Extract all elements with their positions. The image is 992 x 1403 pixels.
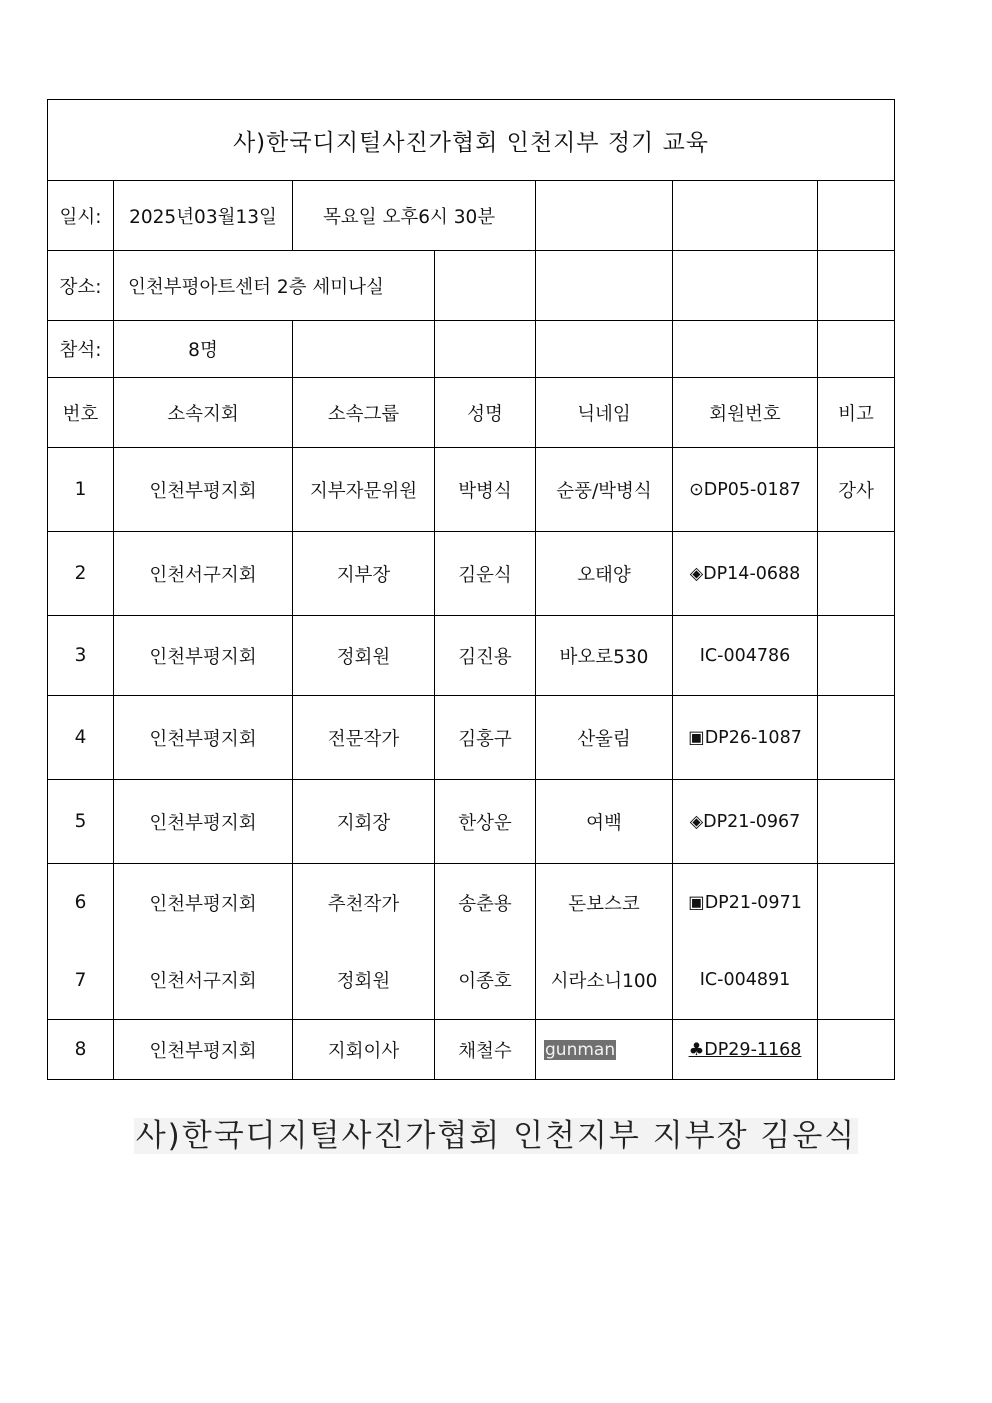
row-number: 8: [47, 1020, 114, 1080]
attendance-table: [47, 181, 895, 1080]
empty-cell: [435, 321, 536, 378]
note-cell: [818, 1020, 895, 1080]
column-header: 회원번호: [673, 378, 818, 448]
name-cell: 김진용: [435, 616, 536, 696]
attendance-label: 참석:: [47, 321, 114, 378]
row-number: 6: [74, 892, 87, 914]
member-id-cell: ◈DP14-0688: [673, 532, 818, 616]
nickname-cell-wrap: [536, 1020, 673, 1080]
place-value: 인천부평아트센터 2층 세미나실: [114, 251, 435, 321]
footer-text: 사)한국디지털사진가협회 인천지부 지부장 김운식: [135, 1118, 857, 1154]
branch-cell: 인천부평지회: [114, 1020, 293, 1080]
name-cell: 김운식: [435, 532, 536, 616]
member-id-cell: ▣DP21-0971: [688, 892, 802, 913]
column-header: 번호: [47, 378, 114, 448]
group-cell: 정회원: [293, 616, 435, 696]
name-cell: 채철수: [435, 1020, 536, 1080]
name-cell: 김홍구: [435, 696, 536, 780]
footer-signature: [0, 1110, 992, 1155]
time-value: 목요일 오후6시 30분: [293, 181, 536, 251]
group-cell: 정회원: [336, 971, 391, 993]
nickname-cell: 바오로530: [536, 616, 673, 696]
group-cell: 전문작가: [293, 696, 435, 780]
empty-cell: [818, 321, 895, 378]
empty-cell: [293, 321, 435, 378]
empty-cell: [818, 181, 895, 251]
row-number-group: [47, 864, 114, 1020]
place-label: 장소:: [47, 251, 114, 321]
member-id-cell: ⊙DP05-0187: [673, 448, 818, 532]
group-cell: 지부장: [293, 532, 435, 616]
branch-cell: 인천부평지회: [114, 780, 293, 864]
note-cell: 강사: [818, 448, 895, 532]
name-cell: 한상운: [435, 780, 536, 864]
column-header: 소속지회: [114, 378, 293, 448]
branch-group: [114, 864, 293, 1020]
member-id-cell: ♣DP29-1168: [688, 1039, 802, 1060]
row-number: 7: [74, 969, 87, 991]
name-cell: 이종호: [458, 971, 512, 993]
member-id-cell: IC-004891: [699, 970, 791, 991]
group-group: [293, 864, 435, 1020]
member-id-cell: ◈DP21-0967: [673, 780, 818, 864]
empty-cell: [673, 251, 818, 321]
nickname-cell: 오태양: [536, 532, 673, 616]
name-cell: 박병식: [435, 448, 536, 532]
member-id-cell: ▣DP26-1087: [673, 696, 818, 780]
empty-cell: [536, 181, 673, 251]
branch-cell: 인천부평지회: [114, 696, 293, 780]
date-label: 일시:: [47, 181, 114, 251]
note-group: [818, 864, 895, 1020]
empty-cell: [673, 321, 818, 378]
empty-cell: [673, 181, 818, 251]
empty-cell: [818, 251, 895, 321]
branch-cell: 인천부평지회: [114, 448, 293, 532]
group-cell: 추천작가: [327, 893, 400, 915]
row-number: 4: [47, 696, 114, 780]
branch-cell: 인천부평지회: [149, 893, 257, 915]
date-value: 2025년03월13일: [114, 181, 293, 251]
column-header: 닉네임: [536, 378, 673, 448]
note-cell: [818, 532, 895, 616]
empty-cell: [536, 321, 673, 378]
member-id-group: [673, 864, 818, 1020]
row-number: 2: [47, 532, 114, 616]
nickname-cell: 돈보스코: [568, 893, 640, 915]
row-number: 3: [47, 616, 114, 696]
nickname-cell: gunman: [545, 1039, 616, 1060]
row-number: 1: [47, 448, 114, 532]
group-cell: 지부자문위원: [293, 448, 435, 532]
nickname-group: [536, 864, 673, 1020]
document: [47, 99, 895, 1080]
empty-cell: [536, 251, 673, 321]
empty-cell: [435, 251, 536, 321]
note-cell: [818, 616, 895, 696]
member-id-cell-wrap: [673, 1020, 818, 1080]
attendance-value: 8명: [114, 321, 293, 378]
column-header: 소속그룹: [293, 378, 435, 448]
row-number: 5: [47, 780, 114, 864]
branch-cell: 인천서구지회: [149, 971, 257, 993]
branch-cell: 인천서구지회: [114, 532, 293, 616]
group-cell: 지회이사: [293, 1020, 435, 1080]
member-id-cell: IC-004786: [673, 616, 818, 696]
name-group: [435, 864, 536, 1020]
branch-cell: 인천부평지회: [114, 616, 293, 696]
note-cell: [818, 780, 895, 864]
nickname-cell: 산울림: [536, 696, 673, 780]
name-cell: 송춘용: [458, 893, 512, 915]
nickname-cell: 순풍/박병식: [536, 448, 673, 532]
column-header: 비고: [818, 378, 895, 448]
nickname-cell: 여백: [536, 780, 673, 864]
document-title: 사)한국디지털사진가협회 인천지부 정기 교육: [47, 99, 895, 181]
note-cell: [818, 696, 895, 780]
group-cell: 지회장: [293, 780, 435, 864]
column-header: 성명: [435, 378, 536, 448]
nickname-cell: 시라소니100: [550, 971, 658, 993]
